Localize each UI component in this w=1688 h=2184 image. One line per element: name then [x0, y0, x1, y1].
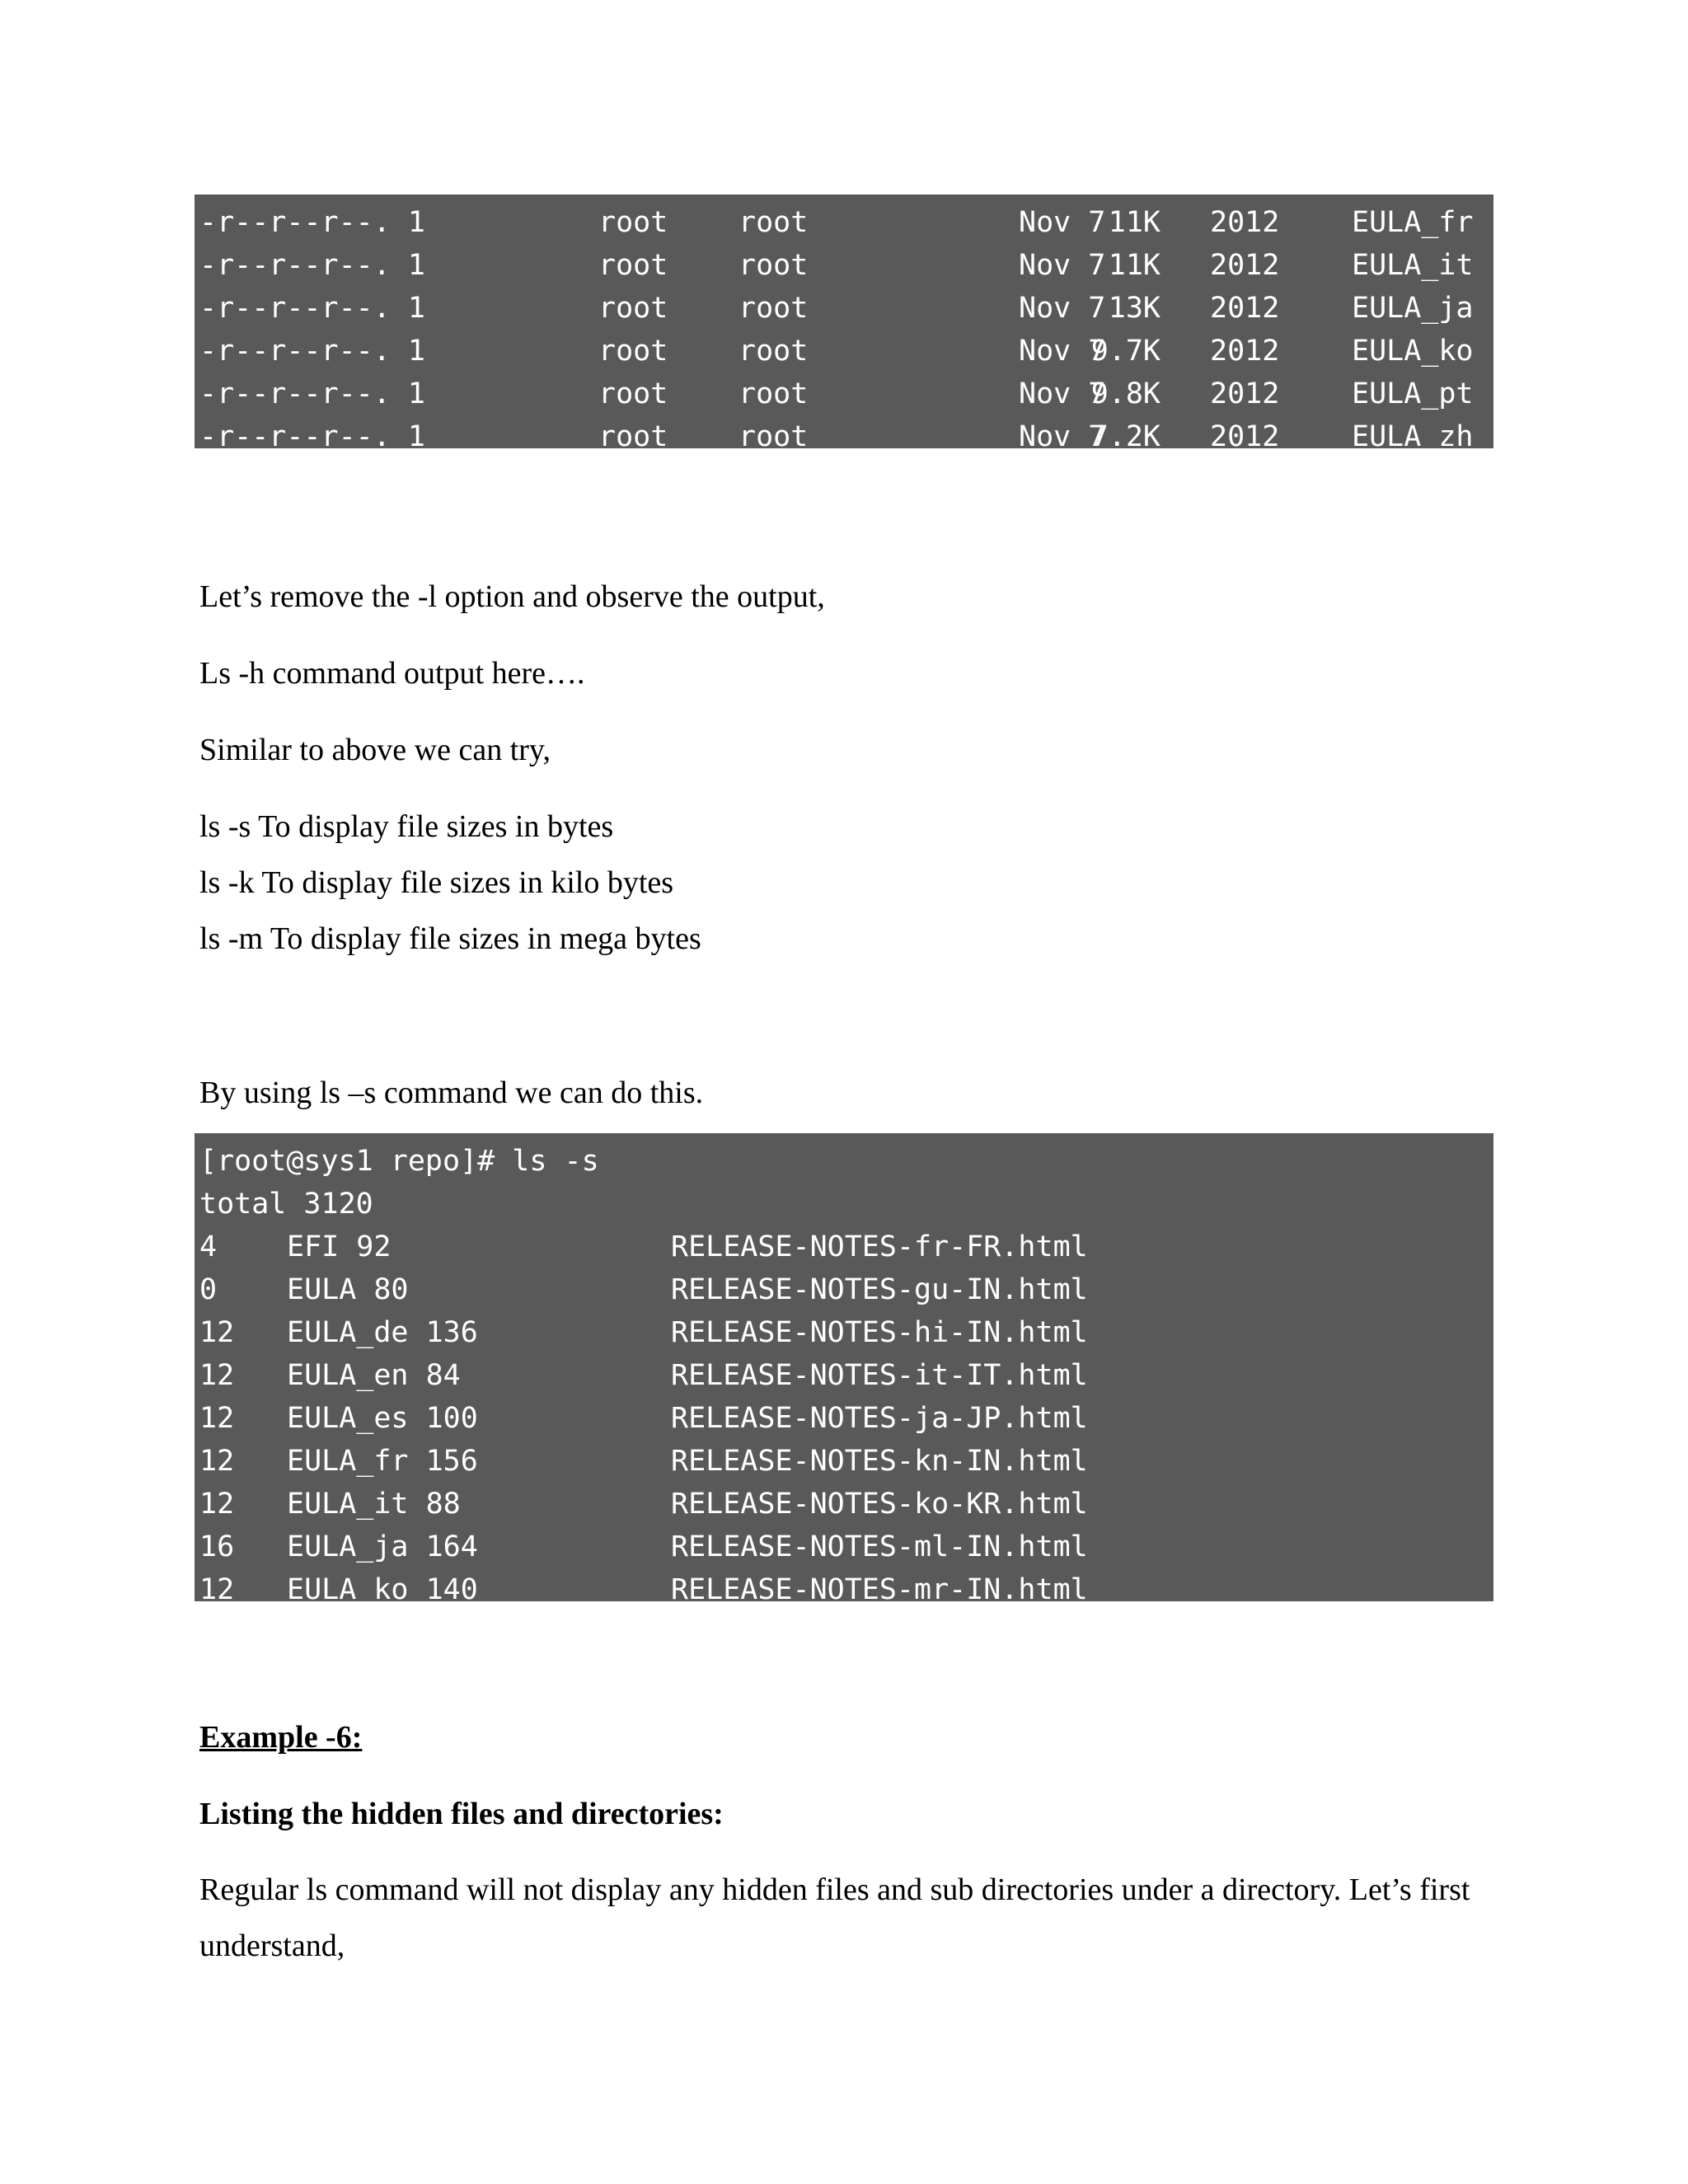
table-row	[195, 415, 1493, 458]
list-item	[195, 1568, 1493, 1611]
remove-l-paragraph: Let’s remove the -l option and observe the output,	[199, 579, 825, 614]
left-entry-cell: EULA_es 100	[287, 1402, 478, 1435]
blocks-cell: 12	[199, 1573, 235, 1606]
left-entry-cell: EULA_ko 140	[287, 1573, 478, 1606]
right-entry-cell: RELEASE-NOTES-ja-JP.html	[671, 1402, 1088, 1435]
filename-cell: EULA_ja	[1352, 292, 1474, 325]
year-cell: 2012	[1210, 377, 1280, 410]
date-cell: Nov 7	[1019, 335, 1106, 368]
left-entry-cell: EULA_en 84	[287, 1359, 461, 1392]
list-item	[195, 1354, 1493, 1397]
option-s-line: ls -s To display file sizes in bytes	[199, 809, 614, 844]
size-cell: 13K	[1108, 292, 1160, 325]
table-row	[195, 244, 1493, 287]
right-entry-cell: RELEASE-NOTES-ko-KR.html	[671, 1488, 1088, 1521]
date-cell: Nov 7	[1019, 377, 1106, 410]
permissions-cell: -r--r--r--. 1	[199, 377, 425, 410]
table-row	[195, 330, 1493, 373]
similar-paragraph: Similar to above we can try,	[199, 733, 551, 767]
option-m-line: ls -m To display file sizes in mega bytes	[199, 921, 701, 956]
ls-s-output-block	[195, 1133, 1493, 1606]
blocks-cell: 0	[199, 1273, 218, 1306]
total-text: total 3120	[199, 1188, 373, 1221]
blocks-cell: 4	[199, 1230, 218, 1263]
year-cell: 2012	[1210, 249, 1280, 282]
left-entry-cell: EULA_fr 156	[287, 1445, 478, 1478]
permissions-cell: -r--r--r--. 1	[199, 335, 425, 368]
group-cell: root	[738, 377, 809, 410]
date-cell: Nov 7	[1019, 206, 1106, 239]
ls-lh-output-block	[195, 194, 1493, 453]
table-row	[195, 287, 1493, 330]
filename-cell: EULA_ko	[1352, 335, 1474, 368]
hidden-files-heading: Listing the hidden files and directories:	[199, 1797, 724, 1831]
example-heading: Example -6:	[199, 1720, 363, 1755]
right-entry-cell: RELEASE-NOTES-ml-IN.html	[671, 1530, 1088, 1563]
owner-cell: root	[598, 249, 668, 282]
by-using-paragraph: By using ls –s command we can do this.	[199, 1076, 704, 1110]
size-cell: 11K	[1108, 249, 1160, 282]
date-cell: Nov 7	[1019, 249, 1106, 282]
blocks-cell: 16	[199, 1530, 235, 1563]
list-item	[195, 1526, 1493, 1568]
blocks-cell: 12	[199, 1402, 235, 1435]
permissions-cell: -r--r--r--. 1	[199, 206, 425, 239]
size-cell: 9.7K	[1090, 335, 1160, 368]
year-cell: 2012	[1210, 292, 1280, 325]
filename-cell: EULA_pt	[1352, 377, 1474, 410]
permissions-cell: -r--r--r--. 1	[199, 249, 425, 282]
right-entry-cell: RELEASE-NOTES-it-IT.html	[671, 1359, 1088, 1392]
right-entry-cell: RELEASE-NOTES-hi-IN.html	[671, 1316, 1088, 1349]
list-item	[195, 1483, 1493, 1526]
filename-cell: EULA_it	[1352, 249, 1474, 282]
left-entry-cell: EFI 92	[287, 1230, 392, 1263]
year-cell: 2012	[1210, 335, 1280, 368]
year-cell: 2012	[1210, 206, 1280, 239]
list-item	[195, 1397, 1493, 1440]
blocks-cell: 12	[199, 1359, 235, 1392]
owner-cell: root	[598, 420, 668, 453]
list-item	[195, 1311, 1493, 1354]
group-cell: root	[738, 420, 809, 453]
left-entry-cell: EULA_it 88	[287, 1488, 461, 1521]
size-cell: 11K	[1108, 206, 1160, 239]
list-item	[195, 1226, 1493, 1268]
right-entry-cell: RELEASE-NOTES-mr-IN.html	[671, 1573, 1088, 1606]
group-cell: root	[738, 206, 809, 239]
size-cell: 7.2K	[1090, 420, 1160, 453]
prompt-line	[195, 1140, 1493, 1183]
owner-cell: root	[598, 292, 668, 325]
year-cell: 2012	[1210, 420, 1280, 453]
filename-cell: EULA_zh	[1352, 420, 1474, 453]
left-entry-cell: EULA 80	[287, 1273, 409, 1306]
regular-ls-paragraph: Regular ls command will not display any hidden files and sub directories under a directory. Let’s first understand,	[199, 1872, 1470, 1963]
blocks-cell: 12	[199, 1488, 235, 1521]
ls-h-output-paragraph: Ls -h command output here….	[199, 656, 585, 691]
group-cell: root	[738, 249, 809, 282]
option-k-line: ls -k To display file sizes in kilo bytes	[199, 865, 674, 900]
permissions-cell: -r--r--r--. 1	[199, 420, 425, 453]
date-cell: Nov 7	[1019, 420, 1106, 453]
prompt-text: [root@sys1 repo]# ls -s	[199, 1145, 599, 1178]
owner-cell: root	[598, 335, 668, 368]
table-row	[195, 201, 1493, 244]
total-line	[195, 1183, 1493, 1226]
left-entry-cell: EULA_ja 164	[287, 1530, 478, 1563]
group-cell: root	[738, 292, 809, 325]
filename-cell: EULA_fr	[1352, 206, 1474, 239]
blocks-cell: 12	[199, 1316, 235, 1349]
owner-cell: root	[598, 206, 668, 239]
group-cell: root	[738, 335, 809, 368]
right-entry-cell: RELEASE-NOTES-fr-FR.html	[671, 1230, 1088, 1263]
list-item	[195, 1440, 1493, 1483]
right-entry-cell: RELEASE-NOTES-gu-IN.html	[671, 1273, 1088, 1306]
size-cell: 9.8K	[1090, 377, 1160, 410]
right-entry-cell: RELEASE-NOTES-kn-IN.html	[671, 1445, 1088, 1478]
date-cell: Nov 7	[1019, 292, 1106, 325]
left-entry-cell: EULA_de 136	[287, 1316, 478, 1349]
list-item	[195, 1268, 1493, 1311]
owner-cell: root	[598, 377, 668, 410]
table-row	[195, 373, 1493, 415]
permissions-cell: -r--r--r--. 1	[199, 292, 425, 325]
blocks-cell: 12	[199, 1445, 235, 1478]
